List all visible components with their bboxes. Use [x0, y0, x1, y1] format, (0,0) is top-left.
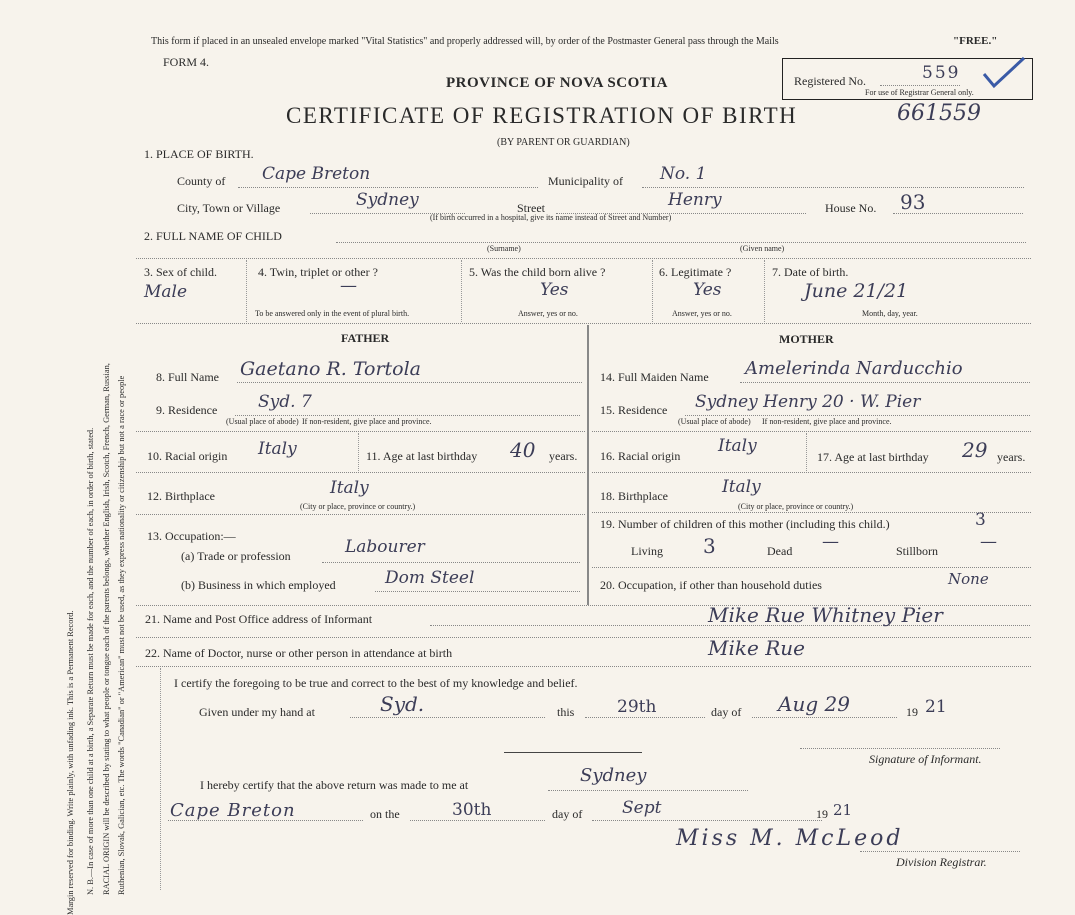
legitimate-value: Yes: [693, 280, 722, 300]
father-age-value: 40: [510, 438, 536, 462]
mother-row-line-4: [592, 567, 1031, 568]
row3-divider-3: [652, 260, 653, 322]
informant-bottom-line: [136, 637, 1031, 638]
registered-label: Registered No.: [794, 74, 866, 88]
occupation-label: 13. Occupation:—: [147, 529, 236, 543]
city-label: City, Town or Village: [177, 201, 281, 215]
city-value: Sydney: [356, 190, 419, 210]
house-label: House No.: [825, 201, 877, 215]
registration-county-value: Cape Breton: [170, 800, 296, 821]
date-of-birth-label: 7. Date of birth.: [772, 265, 849, 279]
father-age-label: 11. Age at last birthday: [366, 449, 478, 463]
subtitle: (BY PARENT OR GUARDIAN): [497, 137, 630, 148]
reg-day-value: 30th: [452, 800, 492, 820]
legitimate-note: Answer, yes or no.: [672, 309, 732, 318]
county-value: Cape Breton: [262, 164, 371, 184]
return-label: I hereby certify that the above return was made to me at: [200, 778, 469, 792]
mother-age-years: years.: [997, 450, 1026, 464]
father-birthplace-label: 12. Birthplace: [147, 489, 215, 503]
province-heading: PROVINCE OF NOVA SCOTIA: [446, 75, 668, 91]
registered-line: [880, 85, 960, 86]
mother-row-line-2: [592, 472, 1031, 473]
father-race-divider: [358, 433, 359, 471]
mother-occupation-value: None: [948, 570, 989, 588]
day-of-label: day of: [711, 705, 742, 719]
registrar-signature: Miss M. McLeod: [676, 826, 904, 851]
father-race-label: 10. Racial origin: [147, 449, 228, 463]
trade-value: Labourer: [345, 537, 425, 557]
certify-statement: I certify the foregoing to be true and correct to the best of my knowledge and belief.: [174, 676, 578, 690]
mother-birthplace-label: 18. Birthplace: [600, 489, 668, 503]
registrar-note: For use of Registrar General only.: [865, 88, 974, 97]
doctor-value: Mike Rue: [708, 636, 805, 660]
twin-note: To be answered only in the event of plural birth.: [255, 309, 410, 318]
registrar-signature-line: [860, 851, 1020, 852]
legitimate-label: 6. Legitimate ?: [659, 265, 732, 279]
mother-birthplace-note: (City or place, province or country.): [738, 502, 854, 511]
informant-value: Mike Rue Whitney Pier: [708, 603, 943, 627]
child-name-line: [336, 242, 1026, 243]
father-name-line: [237, 382, 582, 383]
informant-signature-line: [504, 752, 642, 753]
father-row-line-3: [136, 514, 585, 515]
mother-occupation-label: 20. Occupation, if other than household duties: [600, 578, 822, 592]
registration-county-line: [168, 820, 363, 821]
doctor-bottom-line: [136, 666, 1031, 667]
mother-name-label: 14. Full Maiden Name: [600, 370, 709, 384]
margin-note-2: N. B.—In case of more than one child at a birth, a Separate Return must be made for each, and the number of each, in order of birth, stated.: [86, 427, 95, 895]
dead-label: Dead: [767, 544, 793, 558]
living-label: Living: [631, 544, 663, 558]
month-line: [752, 717, 897, 718]
father-name-label: 8. Full Name: [156, 370, 219, 384]
mother-residence-line: [685, 415, 1030, 416]
father-heading: FATHER: [341, 331, 390, 345]
check-mark-icon: [982, 56, 1026, 90]
father-race-value: Italy: [258, 439, 297, 459]
mother-age-value: 29: [962, 438, 988, 462]
mother-row-line-3: [592, 512, 1031, 513]
municipality-label: Municipality of: [548, 174, 623, 188]
date-of-birth-note: Month, day, year.: [862, 309, 918, 318]
father-birthplace-note: (City or place, province or country.): [300, 502, 416, 511]
children-value: 3: [975, 510, 986, 530]
father-residence-note-a: (Usual place of abode): [226, 417, 299, 426]
stillborn-value: —: [980, 532, 997, 552]
day-value: 29th: [617, 697, 657, 717]
surname-caption: (Surname): [487, 244, 521, 253]
date-of-birth-value: June 21/21: [804, 280, 909, 302]
mother-heading: MOTHER: [779, 332, 834, 346]
mother-residence-note-a: (Usual place of abode): [678, 417, 751, 426]
parents-divider: [587, 325, 589, 605]
mail-notice: This form if placed in an unsealed envelope marked "Vital Statistics" and properly addressed will, by order of the Postmaster General pass through the Mails: [151, 36, 779, 47]
cert-left-border: [160, 668, 161, 890]
stillborn-label: Stillborn: [896, 544, 939, 558]
county-line: [238, 187, 538, 188]
mother-age-label: 17. Age at last birthday: [817, 450, 929, 464]
informant-signature-line-right: [800, 748, 1000, 749]
business-label: (b) Business in which employed: [181, 578, 336, 592]
business-line: [375, 591, 580, 592]
reg-month-line: [592, 820, 822, 821]
mother-birthplace-value: Italy: [722, 477, 761, 497]
alive-value: Yes: [540, 280, 569, 300]
reg-day-of-label: day of: [552, 807, 583, 821]
given-place-value: Syd.: [380, 692, 425, 716]
county-label: County of: [177, 174, 226, 188]
year-prefix: 19: [906, 705, 918, 719]
certificate-title: CERTIFICATE OF REGISTRATION OF BIRTH: [286, 103, 798, 128]
mother-residence-value: Sydney Henry 20 · W. Pier: [695, 392, 921, 412]
given-name-caption: (Given name): [740, 244, 785, 253]
house-value: 93: [900, 190, 926, 214]
reg-month-value: Sept: [622, 798, 662, 818]
dead-value: —: [822, 532, 839, 552]
margin-note-3: RACIAL ORIGIN will be described by stating to what people or tongue each of the parents belongs, whether English, Irish, Scotch, French, German, Russian,: [102, 363, 111, 895]
mother-row-line-1: [592, 431, 1031, 432]
return-place-value: Sydney: [580, 765, 647, 786]
place-of-birth-label: 1. PLACE OF BIRTH.: [144, 147, 254, 161]
trade-line: [322, 562, 580, 563]
mother-name-value: Amelerinda Narducchio: [745, 358, 963, 379]
father-residence-value: Syd. 7: [258, 392, 312, 412]
row3-divider-4: [764, 260, 765, 322]
child-name-label: 2. FULL NAME OF CHILD: [144, 229, 282, 243]
father-residence-label: 9. Residence: [156, 403, 218, 417]
division-registrar-label: Division Registrar.: [896, 855, 987, 869]
municipality-line: [642, 187, 1024, 188]
hospital-note: (If birth occurred in a hospital, give its name instead of Street and Number): [430, 213, 672, 222]
given-place-line: [350, 717, 545, 718]
return-place-line: [548, 790, 748, 791]
street-label: Street: [517, 201, 545, 215]
reg-number-handwritten: 661559: [897, 101, 981, 126]
father-name-value: Gaetano R. Tortola: [240, 358, 422, 380]
informant-label: 21. Name and Post Office address of Informant: [145, 612, 373, 626]
living-value: 3: [703, 534, 716, 558]
reg-year-prefix: 19: [816, 807, 828, 821]
year-value: 21: [925, 697, 947, 717]
father-age-years: years.: [549, 449, 578, 463]
street-value: Henry: [668, 190, 722, 210]
father-residence-line: [235, 415, 580, 416]
row3-bottom-line: [136, 323, 1031, 324]
mother-name-line: [740, 382, 1030, 383]
doctor-label: 22. Name of Doctor, nurse or other person in attendance at birth: [145, 646, 453, 660]
reg-year-value: 21: [833, 801, 853, 819]
twin-label: 4. Twin, triplet or other ?: [258, 265, 378, 279]
form-number: FORM 4.: [163, 55, 210, 69]
margin-note-1: Margin reserved for binding. Write plainly, with unfading ink. This is a Permanent Record.: [66, 610, 75, 915]
day-line: [585, 717, 705, 718]
father-row-line-1: [136, 431, 585, 432]
sex-label: 3. Sex of child.: [144, 265, 217, 279]
municipality-value: No. 1: [660, 164, 707, 184]
row3-divider-2: [461, 260, 462, 322]
business-value: Dom Steel: [385, 568, 475, 588]
mother-race-value: Italy: [718, 436, 757, 456]
given-label: Given under my hand at: [199, 705, 315, 719]
sex-value: Male: [144, 282, 188, 302]
on-the-label: on the: [370, 807, 400, 821]
trade-label: (a) Trade or profession: [181, 549, 291, 563]
row3-top-line: [136, 258, 1031, 259]
registered-value: 559: [922, 63, 961, 83]
alive-label: 5. Was the child born alive ?: [469, 265, 606, 279]
mother-residence-note-b: If non-resident, give place and province.: [762, 417, 892, 426]
father-row-line-2: [136, 472, 585, 473]
mother-residence-label: 15. Residence: [600, 403, 668, 417]
free-label: "FREE.": [953, 35, 998, 47]
month-value: Aug 29: [778, 692, 850, 716]
row3-divider-1: [246, 260, 247, 322]
signature-of-informant-label: Signature of Informant.: [869, 752, 982, 766]
father-residence-note-b: If non-resident, give place and province.: [302, 417, 432, 426]
twin-value: —: [340, 276, 357, 296]
mother-race-label: 16. Racial origin: [600, 449, 681, 463]
reg-day-line: [410, 820, 545, 821]
mother-race-divider: [806, 433, 807, 471]
alive-note: Answer, yes or no.: [518, 309, 578, 318]
this-label: this: [557, 705, 575, 719]
children-label: 19. Number of children of this mother (including this child.): [600, 517, 890, 531]
father-birthplace-value: Italy: [330, 478, 369, 498]
margin-note-4: Ruthenian, Slovak, Galician, etc. The words "Canadian" or "American" must not be used, as they express nationality or citizenship but not a race or people: [117, 375, 126, 895]
